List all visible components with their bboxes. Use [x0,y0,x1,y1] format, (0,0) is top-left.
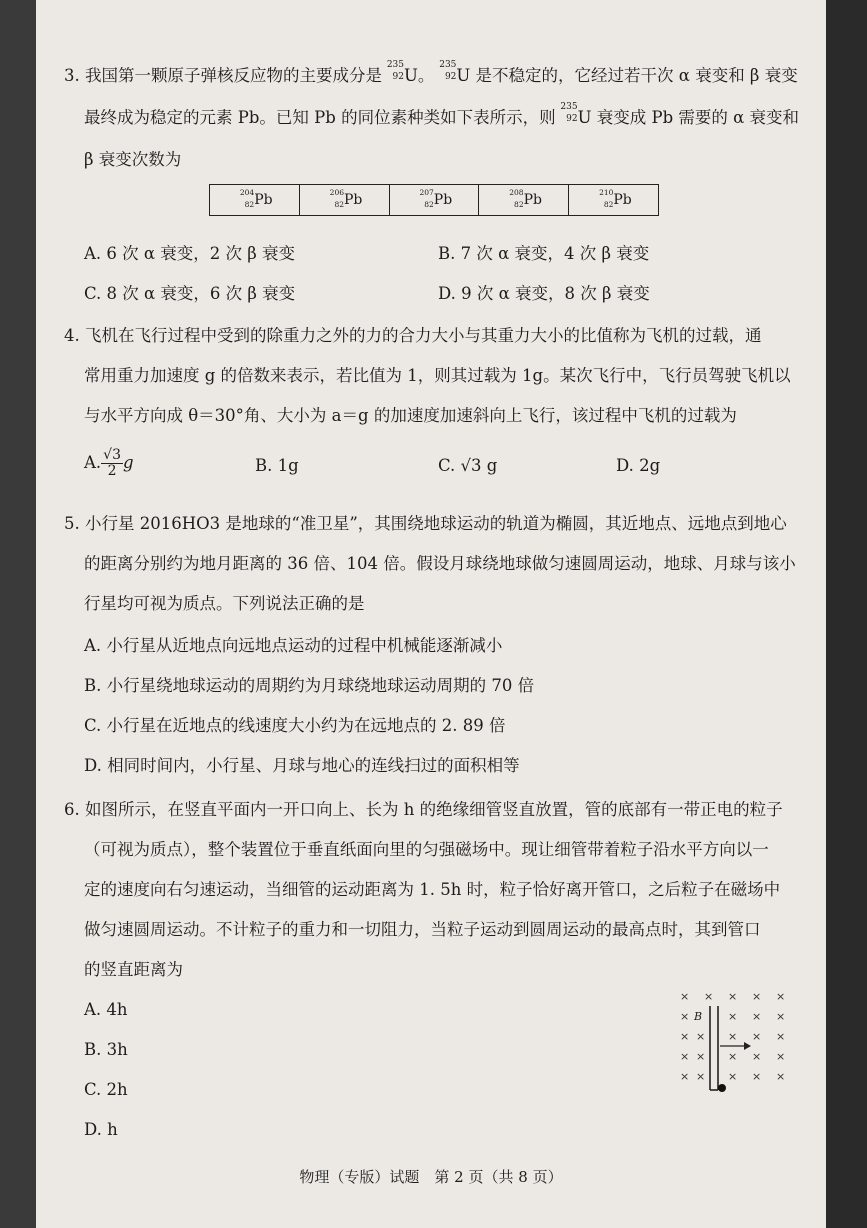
svg-text:×: × [728,1030,738,1043]
q6-option-a: A. 4h [84,1000,128,1019]
q6-option-b: B. 3h [84,1040,128,1059]
q5-line2: 的距离分别约为地月距离的 36 倍、104 倍。假设月球绕地球做匀速圆周运动，地球、月球与该小 [84,554,796,573]
q5-option-b: B. 小行星绕地球运动的周期约为月球绕地球运动周期的 70 倍 [84,676,535,695]
q3-option-b: B. 7 次 α 衰变，4 次 β 衰变 [438,244,650,263]
q4-option-a: A. $\frac{√3}{2}$ g [84,447,134,479]
q4-option-b: B. 1g [255,456,299,475]
svg-text:×: × [728,1050,738,1063]
field-cross-marks [680,990,785,1083]
q5-option-d: D. 相同时间内，小行星、月球与地心的连线扫过的面积相等 [84,756,520,775]
q3-option-c: C. 8 次 α 衰变，6 次 β 衰变 [84,284,296,303]
q4-option-c: C. √3 g [438,456,498,475]
u235-isotope: 235 92 [386,60,404,82]
svg-text:×: × [696,1050,706,1063]
q4-line3: 与水平方向成 θ＝30°角、大小为 a＝g 的加速度加速斜向上飞行，该过程中飞机的过载为 [84,406,737,425]
q3-option-a: A. 6 次 α 衰变，2 次 β 衰变 [84,244,296,263]
pb-isotope-table [209,184,659,216]
pb-cell: 206 82 Pb [300,185,390,215]
q5-option-c: C. 小行星在近地点的线速度大小约为在远地点的 2. 89 倍 [84,716,506,735]
velocity-arrow-head [744,1042,751,1050]
svg-text:×: × [752,1070,762,1083]
q4-line2: 常用重力加速度 g 的倍数来表示，若比值为 1，则其过载为 1g。某次飞行中，飞行员驾驶飞机以 [84,366,791,385]
u235-isotope: 235 92 [439,60,457,82]
svg-text:×: × [728,1010,738,1023]
pb-cell: 204 82 Pb [210,185,300,215]
svg-text:×: × [776,990,786,1003]
pb-cell: 208 82 Pb [479,185,569,215]
q4-option-d: D. 2g [616,456,661,475]
pb-cell: 210 82 Pb [599,188,632,209]
q6-line2: （可视为质点），整个装置位于垂直纸面向里的匀强磁场中。现让细管带着粒子沿水平方向以一 [84,840,769,859]
svg-text:×: × [776,1070,786,1083]
q5-line3: 行星均可视为质点。下列说法正确的是 [84,594,365,613]
q6-line1: 6. 如图所示，在竖直平面内一开口向上、长为 h 的绝缘细管竖直放置，管的底部有一带正电的粒子 [64,800,783,819]
svg-text:×: × [680,1030,690,1043]
q5-line1: 5. 小行星 2016HO3 是地球的“准卫星”，其围绕地球运动的轨道为椭圆，其近地点、远地点到地心 [64,514,787,533]
svg-text:×: × [680,1050,690,1063]
charged-particle [718,1084,726,1092]
svg-text:×: × [680,990,690,1003]
svg-text:×: × [752,1010,762,1023]
q3-line1: 3. 我国第一颗原子弹核反应物的主要成分是 235 92 U。 235 92 U 是不稳定的，它经过若干次 α 衰变和 β 衰变 [64,60,798,85]
svg-text:×: × [752,990,762,1003]
q6-line4: 做匀速圆周运动。不计粒子的重力和一切阻力，当粒子运动到圆周运动的最高点时，其到管口 [84,920,761,939]
background-edge [826,0,867,1228]
q3-line2: 最终成为稳定的元素 Pb。已知 Pb 的同位素种类如下表所示，则 235 92 U 衰变成 Pb 需要的 α 衰变和 [84,102,800,127]
svg-text:×: × [752,1030,762,1043]
q6-line3: 定的速度向右匀速运动，当细管的运动距离为 1. 5h 时，粒子恰好离开管口，之后粒子在磁场中 [84,880,781,899]
q6-option-c: C. 2h [84,1080,128,1099]
fraction: $\frac{√3}{2}$ [103,447,121,479]
pb-cell: 207 82 Pb [390,185,480,215]
q5-option-a: A. 小行星从近地点向远地点运动的过程中机械能逐渐减小 [84,636,503,655]
svg-text:×: × [680,1070,690,1083]
field-label-b: B [694,1010,703,1023]
svg-text:×: × [728,990,738,1003]
magnetic-field-figure [676,990,796,1102]
svg-text:×: × [776,1030,786,1043]
q3-option-d: D. 9 次 α 衰变，8 次 β 衰变 [438,284,650,303]
q3-line3: β 衰变次数为 [84,150,182,169]
svg-text:×: × [704,990,714,1003]
svg-text:×: × [728,1070,738,1083]
svg-text:×: × [680,1010,690,1023]
svg-text:×: × [776,1010,786,1023]
svg-text:×: × [752,1050,762,1063]
svg-text:×: × [776,1050,786,1063]
svg-text:×: × [696,1070,706,1083]
page-footer: 物理（专版）试题 第 2 页（共 8 页） [299,1168,563,1186]
q6-line5: 的竖直距离为 [84,960,183,979]
q4-line1: 4. 飞机在飞行过程中受到的除重力之外的力的合力大小与其重力大小的比值称为飞机的过载，通 [64,326,762,345]
svg-text:×: × [696,1030,706,1043]
u235-isotope: 235 92 [560,102,578,124]
q6-option-d: D. h [84,1120,118,1139]
